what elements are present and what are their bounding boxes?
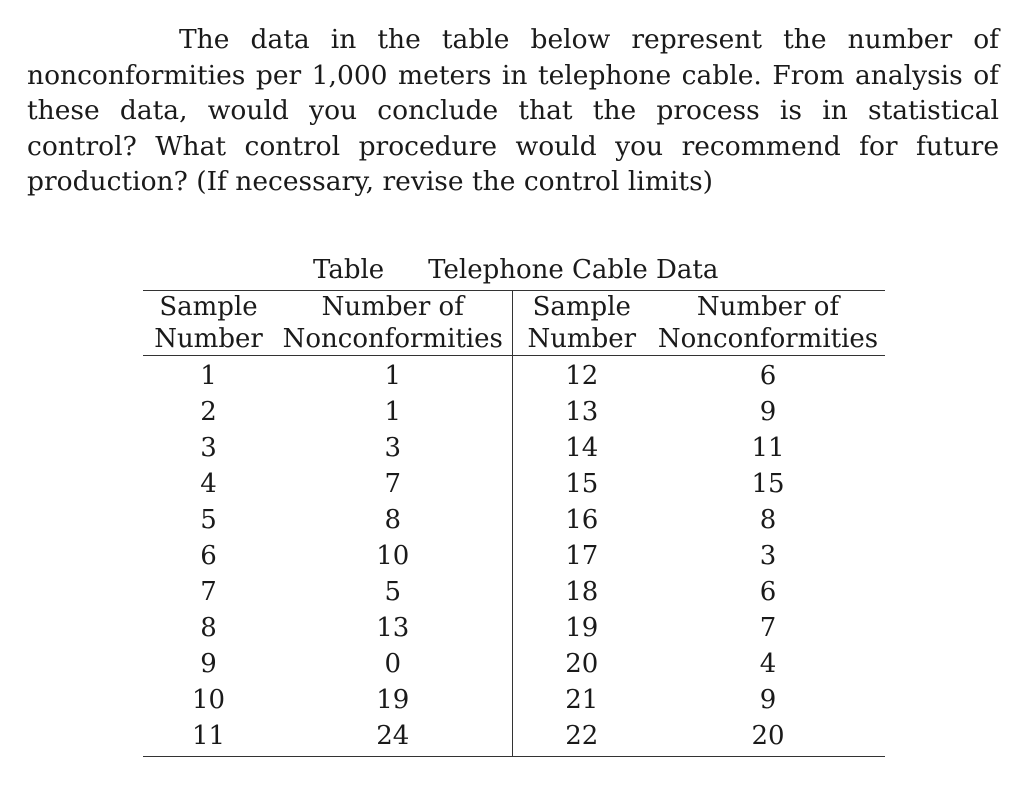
cell-sample-number-left: 8 (200, 613, 217, 643)
cell-sample-number-left: 6 (200, 541, 217, 571)
table-caption-label: Table (313, 255, 385, 285)
cell-sample-number-left: 10 (191, 685, 226, 715)
cell-sample-number-left: 5 (200, 505, 217, 535)
cell-sample-number-right: 14 (565, 433, 599, 463)
cell-sample-number-right: 22 (512, 718, 651, 757)
header-nonconformities-left: Number of Nonconformities (274, 291, 512, 356)
telephone-cable-data-table (143, 290, 885, 757)
cell-sample-number-right: 21 (565, 685, 599, 715)
cell-sample-number-right: 16 (565, 505, 599, 535)
table-row (143, 610, 885, 646)
cell-sample-number-left: 4 (200, 469, 217, 499)
table-row (143, 646, 885, 682)
cell-sample-number-left: 7 (200, 577, 217, 607)
cell-nonconformities-right: 6 (759, 577, 777, 607)
cell-nonconformities-left: 8 (274, 502, 512, 538)
cell-nonconformities-left: 19 (274, 682, 512, 718)
table-caption-title: Telephone Cable Data (428, 255, 719, 285)
cell-sample-number-right: 19 (565, 613, 599, 643)
problem-text: The data in the table below represent the number of nonconformities per 1,000 meters in telephone cable. From analysis of these data, would you conclude that the process is in statistical control? What control procedure would you recommend for future production? (If necessary, revise the control limits) (27, 24, 999, 197)
cell-nonconformities-left: 3 (274, 430, 512, 466)
cell-sample-number-left: 9 (200, 649, 217, 679)
cell-nonconformities-left: 13 (274, 610, 512, 646)
cell-nonconformities-left: 1 (274, 394, 512, 430)
cell-sample-number-right: 18 (565, 577, 599, 607)
table-row (143, 574, 885, 610)
header-nonconformities-right: Number of Nonconformities (651, 291, 885, 356)
cell-nonconformities-right: 20 (651, 718, 885, 757)
cell-sample-number-right: 20 (565, 649, 599, 679)
cell-nonconformities-left: 1 (274, 356, 512, 395)
cell-sample-number-left: 11 (143, 718, 274, 757)
cell-sample-number-left: 2 (200, 397, 217, 427)
cell-nonconformities-left: 24 (274, 718, 512, 757)
table-body (143, 356, 885, 757)
cell-nonconformities-right: 6 (759, 361, 777, 391)
cell-nonconformities-right: 9 (759, 685, 777, 715)
problem-statement (27, 22, 999, 200)
table-caption (313, 252, 718, 288)
cell-nonconformities-right: 7 (759, 613, 777, 643)
cell-nonconformities-right: 15 (751, 469, 785, 499)
table-row (143, 682, 885, 718)
cell-nonconformities-left: 0 (274, 646, 512, 682)
cell-sample-number-right: 17 (565, 541, 599, 571)
cell-nonconformities-left: 10 (274, 538, 512, 574)
header-sample-number-left: Sample Number (143, 291, 274, 356)
cell-sample-number-right: 13 (565, 397, 599, 427)
table-row (143, 502, 885, 538)
table-row (143, 718, 885, 757)
cell-sample-number-left: 1 (200, 361, 217, 391)
header-sample-number-right: Sample Number (512, 291, 651, 356)
cell-sample-number-right: 12 (565, 361, 599, 391)
cell-sample-number-left: 3 (200, 433, 217, 463)
table-row (143, 356, 885, 395)
cell-nonconformities-right: 9 (759, 397, 777, 427)
table-row (143, 538, 885, 574)
cell-nonconformities-right: 4 (759, 649, 777, 679)
cell-nonconformities-right: 8 (759, 505, 777, 535)
table-row (143, 394, 885, 430)
cell-nonconformities-right: 11 (751, 433, 785, 463)
cell-nonconformities-left: 5 (274, 574, 512, 610)
cell-sample-number-right: 15 (565, 469, 599, 499)
cell-nonconformities-left: 7 (274, 466, 512, 502)
table-row (143, 466, 885, 502)
table-row (143, 430, 885, 466)
cell-nonconformities-right: 3 (759, 541, 777, 571)
table-header-row (143, 291, 885, 356)
